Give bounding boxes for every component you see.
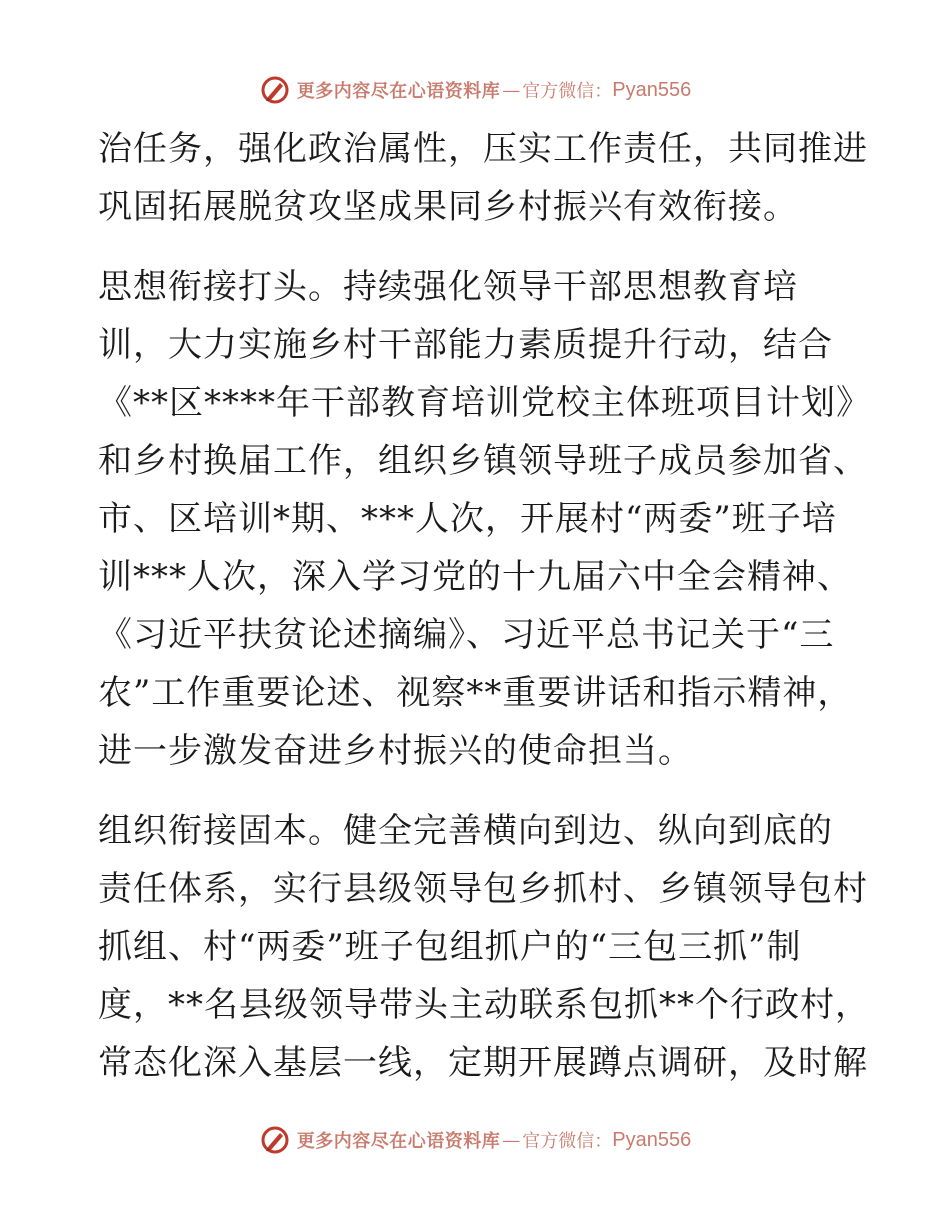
footer-watermark [0, 1122, 950, 1158]
watermark-dash: — [502, 79, 521, 101]
paragraph-2 [98, 258, 871, 780]
watermark-label: 官方微信： [522, 1131, 613, 1152]
paragraph-1 [98, 120, 868, 236]
text-line: 责任体系，实行县级领导包乡抓村、乡镇领导包村 [98, 869, 868, 909]
text-line: 度，**名县级领导带头主动联系包抓**个行政村， [98, 985, 870, 1025]
header-watermark [0, 72, 950, 108]
watermark-id: Pyan556 [612, 78, 692, 101]
text-line: 农”工作重要论述、视察**重要讲话和指示精神， [98, 673, 853, 713]
text-line: 进一步激发奋进乡村振兴的使命担当。 [98, 731, 693, 771]
watermark-dash: — [502, 1129, 521, 1151]
text-line: 市、区培训*期、***人次，开展村“两委”班子培 [98, 499, 837, 539]
watermark-main-text: 更多内容尽在心语资料库 [296, 1131, 501, 1152]
text-line: 组织衔接固本。健全完善横向到边、纵向到底的 [98, 811, 833, 851]
watermark-label: 官方微信： [522, 81, 613, 102]
text-line: 训***人次，深入学习党的十九届六中全会精神、 [98, 557, 852, 597]
watermark-main-text: 更多内容尽在心语资料库 [296, 81, 501, 102]
text-line: 训，大力实施乡村干部能力素质提升行动，结合 [98, 325, 833, 365]
text-line: 思想衔接打头。持续强化领导干部思想教育培 [98, 267, 798, 307]
watermark-id: Pyan556 [612, 1128, 692, 1151]
text-line: 《**区****年干部教育培训党校主体班项目计划》 [98, 383, 871, 423]
text-line: 抓组、村“两委”班子包组抓户的“三包三抓”制 [98, 927, 802, 967]
paragraph-3 [98, 802, 870, 1092]
text-line: 和乡村换届工作，组织乡镇领导班子成员参加省、 [98, 441, 868, 481]
text-line: 巩固拓展脱贫攻坚成果同乡村振兴有效衔接。 [98, 187, 798, 227]
text-line: 治任务，强化政治属性，压实工作责任，共同推进 [98, 129, 868, 169]
text-line: 常态化深入基层一线，定期开展蹲点调研，及时解 [98, 1043, 868, 1083]
pen-logo-icon [259, 74, 291, 106]
pen-logo-icon [259, 1124, 291, 1156]
text-line: 《习近平扶贫论述摘编》、习近平总书记关于“三 [98, 615, 835, 655]
document-body [98, 120, 871, 1092]
